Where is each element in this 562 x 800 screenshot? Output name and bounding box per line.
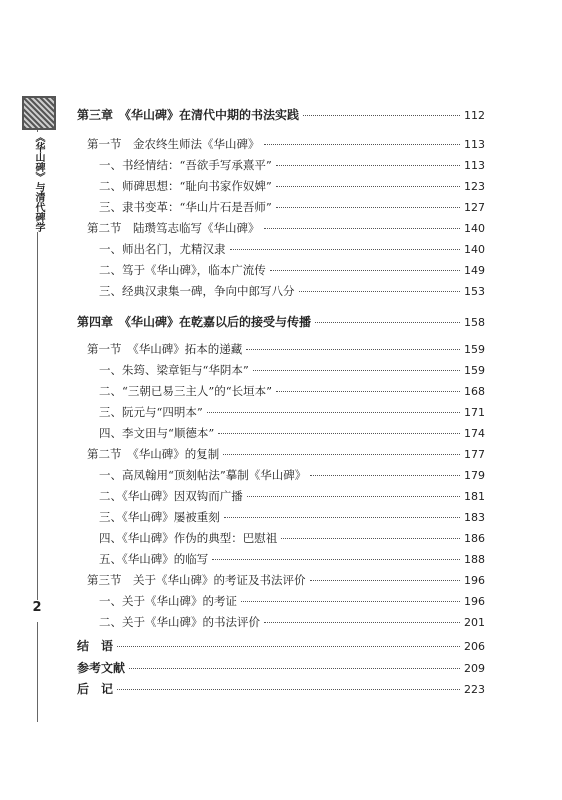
- toc-entry-title: 二、“三朝已易三主人”的“长垣本”: [99, 384, 273, 398]
- toc-sub-row[interactable]: [77, 241, 485, 257]
- dot-leader: [246, 349, 460, 350]
- toc-entry-title: 三、阮元与“四明本”: [99, 405, 203, 419]
- dot-leader: [223, 454, 460, 455]
- dot-leader: [129, 668, 460, 669]
- toc-page-number: 112: [464, 109, 485, 122]
- toc-page-number: 113: [464, 138, 485, 151]
- dot-leader: [276, 207, 460, 208]
- toc-sub-row[interactable]: [77, 425, 485, 441]
- toc-entry-title: 一、高凤翰用“顶刻帖法”摹制《华山碑》: [99, 468, 307, 482]
- toc-entry-title: 第三章 《华山碑》在清代中期的书法实践: [77, 108, 300, 122]
- toc-sub-row[interactable]: [77, 593, 485, 609]
- toc-sub-row[interactable]: [77, 509, 485, 525]
- toc-page-number: 159: [464, 343, 485, 356]
- toc-entry-title: 二、师碑思想：“耻向书家作奴婢”: [99, 179, 272, 193]
- toc-entry-title: 三、经典汉隶集一碑，争向中郎写八分: [99, 284, 295, 298]
- toc-end-row[interactable]: [77, 680, 485, 697]
- toc-page-number: 209: [464, 662, 485, 675]
- toc-sub-row[interactable]: [77, 488, 485, 504]
- seal-logo: [22, 96, 56, 130]
- toc-section-row[interactable]: [77, 220, 485, 236]
- dot-leader: [281, 538, 460, 539]
- dot-leader: [299, 291, 461, 292]
- dot-leader: [253, 370, 460, 371]
- toc-sub-row[interactable]: [77, 157, 485, 173]
- toc-sub-row[interactable]: [77, 283, 485, 299]
- toc-page-number: 171: [464, 406, 485, 419]
- dot-leader: [303, 115, 460, 116]
- dot-leader: [276, 186, 460, 187]
- dot-leader: [207, 412, 460, 413]
- toc-entry-title: 第三节 关于《华山碑》的考证及书法评价: [87, 573, 306, 587]
- dot-leader: [224, 517, 460, 518]
- dot-leader: [264, 622, 460, 623]
- toc-entry-title: 一、书经情结：“吾欲手写承熹平”: [99, 158, 272, 172]
- toc-page-number: 174: [464, 427, 485, 440]
- toc-sub-row[interactable]: [77, 530, 485, 546]
- toc-sub-row[interactable]: [77, 467, 485, 483]
- toc-entry-title: 一、关于《华山碑》的考证: [99, 594, 237, 608]
- toc-sub-row[interactable]: [77, 551, 485, 567]
- toc-entry-title: 第二节 《华山碑》的复制: [87, 447, 220, 461]
- toc-page-number: 179: [464, 469, 485, 482]
- toc-sub-row[interactable]: [77, 614, 485, 630]
- toc-chapter-row[interactable]: [77, 313, 485, 330]
- toc-section-row[interactable]: [77, 572, 485, 588]
- toc-section-row[interactable]: [77, 446, 485, 462]
- toc-page-number: 196: [464, 595, 485, 608]
- toc-entry-title: 二、笃于《华山碑》，临本广流传: [99, 263, 266, 277]
- toc-entry-title: 第四章 《华山碑》在乾嘉以后的接受与传播: [77, 315, 312, 329]
- page-number: 2: [29, 600, 45, 618]
- toc-sub-row[interactable]: [77, 383, 485, 399]
- dot-leader: [241, 601, 460, 602]
- toc-sub-row[interactable]: [77, 262, 485, 278]
- dot-leader: [218, 433, 460, 434]
- toc-sub-row[interactable]: [77, 178, 485, 194]
- dot-leader: [310, 580, 461, 581]
- toc-page-number: 113: [464, 159, 485, 172]
- dot-leader: [230, 249, 461, 250]
- running-book-title: 《华山碑》与清代碑学: [30, 132, 44, 232]
- toc-entry-title: 结 语: [77, 639, 114, 653]
- toc-page-number: 183: [464, 511, 485, 524]
- toc-page-number: 159: [464, 364, 485, 377]
- toc-entry-title: 一、朱筠、梁章钜与“华阴本”: [99, 363, 249, 377]
- dot-leader: [212, 559, 460, 560]
- dot-leader: [117, 646, 460, 647]
- dot-leader: [264, 228, 461, 229]
- toc-section-row[interactable]: [77, 341, 485, 357]
- toc-entry-title: 四、《华山碑》作伪的典型：巴慰祖: [99, 531, 278, 545]
- toc-end-row[interactable]: [77, 637, 485, 654]
- toc-page-number: 140: [464, 243, 485, 256]
- toc-page-number: 188: [464, 553, 485, 566]
- toc-sub-row[interactable]: [77, 362, 485, 378]
- toc-entry-title: 二、关于《华山碑》的书法评价: [99, 615, 260, 629]
- toc-chapter-row[interactable]: [77, 106, 485, 123]
- toc-entry-title: 二、《华山碑》因双钩而广播: [99, 489, 243, 503]
- toc-page-number: 149: [464, 264, 485, 277]
- toc-page-number: 206: [464, 640, 485, 653]
- toc-page-number: 123: [464, 180, 485, 193]
- toc-page-number: 140: [464, 222, 485, 235]
- dot-leader: [276, 391, 460, 392]
- toc-entry-title: 后 记: [77, 682, 114, 696]
- toc-sub-row[interactable]: [77, 404, 485, 420]
- toc-page-number: 153: [464, 285, 485, 298]
- toc-page-number: 181: [464, 490, 485, 503]
- dot-leader: [315, 322, 460, 323]
- toc-entry-title: 第二节 陆瓒笃志临写《华山碑》: [87, 221, 260, 235]
- dot-leader: [117, 689, 460, 690]
- toc-entry-title: 参考文献: [77, 661, 126, 675]
- toc-page-number: 127: [464, 201, 485, 214]
- toc-entry-title: 一、师出名门，尤精汉隶: [99, 242, 226, 256]
- toc-entry-title: 三、隶书变革：“华山片石是吾师”: [99, 200, 272, 214]
- dot-leader: [310, 475, 460, 476]
- toc-entry-title: 第一节 金农终生师法《华山碑》: [87, 137, 260, 151]
- toc-end-row[interactable]: [77, 659, 485, 676]
- toc-entry-title: 五、《华山碑》的临写: [99, 552, 209, 566]
- dot-leader: [270, 270, 460, 271]
- toc-section-row[interactable]: [77, 136, 485, 152]
- dot-leader: [276, 165, 460, 166]
- toc-page-number: 158: [464, 316, 485, 329]
- dot-leader: [264, 144, 461, 145]
- toc-page-number: 186: [464, 532, 485, 545]
- toc-page-number: 168: [464, 385, 485, 398]
- toc-entry-title: 第一节 《华山碑》拓本的递藏: [87, 342, 243, 356]
- toc-entry-title: 四、李文田与“顺德本”: [99, 426, 215, 440]
- margin-rule-lower: [37, 622, 38, 722]
- dot-leader: [247, 496, 460, 497]
- toc-page-number: 196: [464, 574, 485, 587]
- toc-page-number: 177: [464, 448, 485, 461]
- toc-page-number: 223: [464, 683, 485, 696]
- toc-sub-row[interactable]: [77, 199, 485, 215]
- toc-entry-title: 三、《华山碑》屡被重刻: [99, 510, 220, 524]
- toc-page-number: 201: [464, 616, 485, 629]
